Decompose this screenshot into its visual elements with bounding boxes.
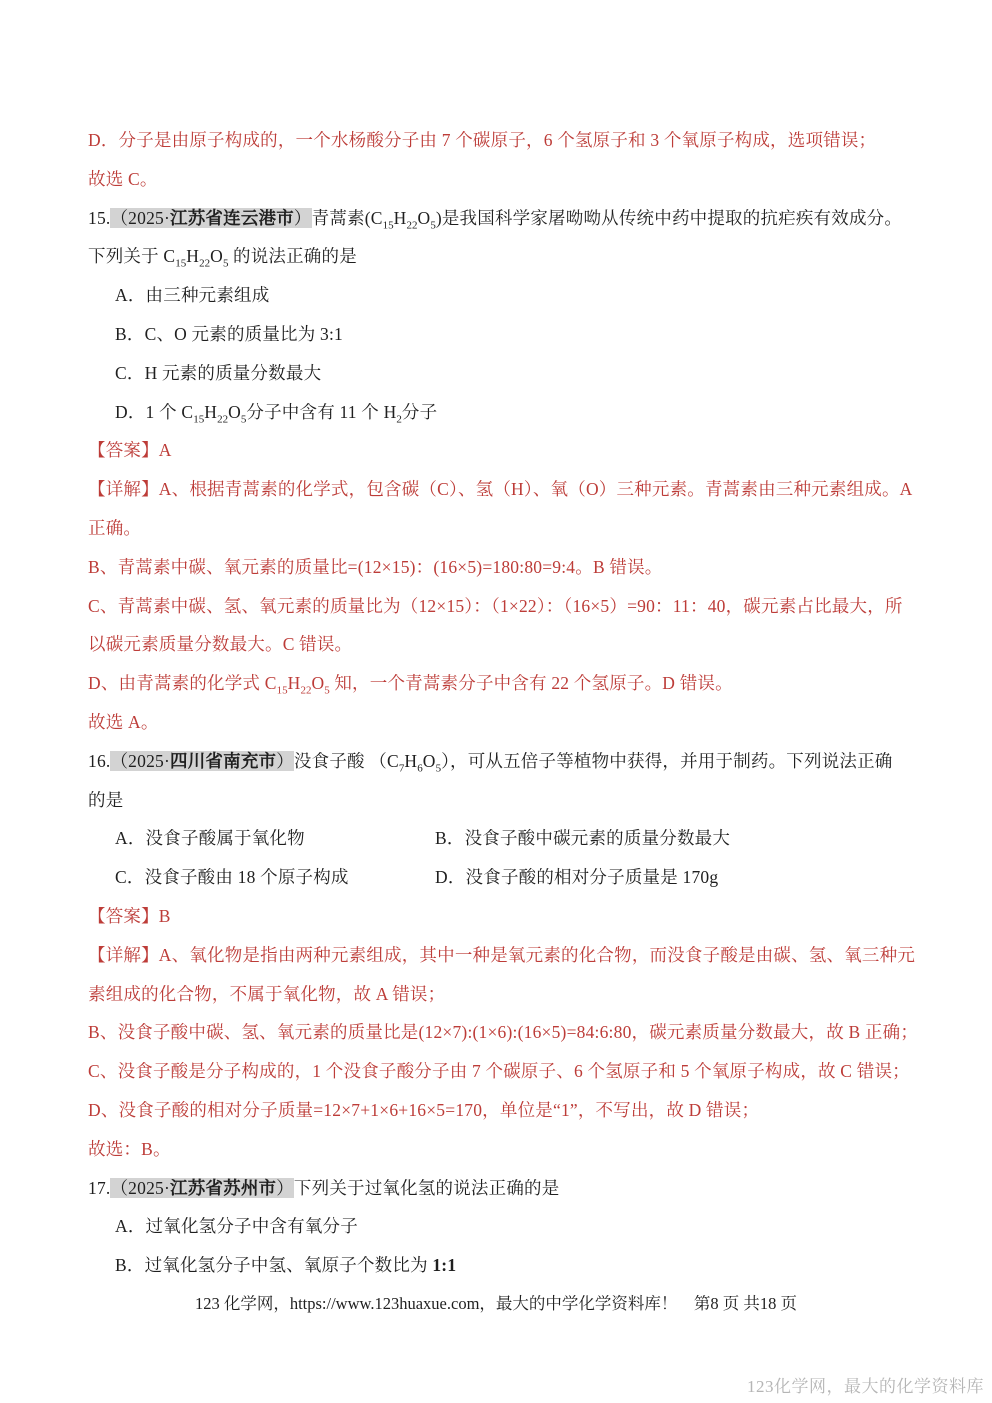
q16-options-cd [88,858,910,897]
page-footer: 123 化学网，https://www.123huaxue.com，最大的中学化学资料库！ 第8 页 共18 页 [194,1294,798,1313]
q15-answer [88,431,910,470]
text-run: 正确。 [88,517,142,538]
text-run: A．由三种元素组成 [115,285,270,306]
text-run: D、由青蒿素的化学式 C [88,673,277,694]
text-run: 素组成的化合物，不属于氧化物，故 A 错误； [88,983,446,1004]
q15-stem-line2 [88,237,910,276]
text-run: 没食子酸 （C [293,750,399,771]
q16-explanation-b [88,1013,919,1052]
option-left [115,858,435,897]
text-run: C．H 元素的质量分数最大 [115,362,322,383]
text-run: 下列关于 C [88,246,176,267]
q14-conclusion [88,160,910,199]
subscript: 15 [175,257,187,270]
text-run: H [186,246,200,267]
subscript: 22 [217,413,229,426]
text-run: H [287,673,301,694]
source-highlight-bold: 江苏省苏州市 [170,1177,277,1198]
text-run: H [404,750,418,771]
text-run: 故选 A。 [88,711,159,732]
q15-explanation-c2 [88,625,910,664]
text-run: 青蒿素(C [311,207,383,228]
source-highlight: （2025· [110,1177,171,1198]
q16-explanation-d [88,1091,910,1130]
subscript: 2 [396,413,402,426]
q15-stem-line1 [88,199,910,238]
text-run: H [393,207,407,228]
text-run: 15. [88,207,111,228]
source-highlight: （2025· [110,750,171,771]
text-run: H [204,401,218,422]
text-run: C、没食子酸是分子构成的，1 个没食子酸分子由 7 个碳原子、6 个氢原子和 5 个氧原子构成，故 C 错误； [88,1061,910,1082]
source-highlight-bold: 江苏省连云港市 [170,207,294,228]
subscript: 15 [276,684,288,697]
text-run: O [417,207,431,228]
text-run: 故选 C。 [88,168,158,189]
text-run: A．过氧化氢分子中含有氧分子 [115,1216,358,1237]
text-run: 的说法正确的是 [228,246,357,267]
text-run: 分子 [401,401,438,422]
bold-text: 1:1 [432,1255,457,1276]
text-run: 以碳元素质量分数最大。C 错误。 [88,634,353,655]
text-run: 【答案】B [88,905,171,926]
source-highlight: ） [276,750,294,771]
q16-options-ab [88,819,910,858]
document-body [88,121,919,1285]
text-run: O [311,673,325,694]
option-right [435,828,730,848]
q17-stem [88,1169,910,1208]
text-run: O [422,750,436,771]
subscript: 7 [398,762,405,775]
q15-explanation-c1 [88,587,910,626]
subscript: 15 [382,219,394,232]
text-run: 知，一个青蒿素分子中含有 22 个氢原子。D 错误。 [329,673,733,694]
option-left [115,819,435,858]
q17-option-b [88,1246,910,1285]
subscript: 22 [406,219,418,232]
text-run: B．没食子酸中碳元素的质量分数最大 [435,828,731,849]
text-run: C．没食子酸由 18 个原子构成 [115,867,349,888]
q15-option-a [88,276,910,315]
q16-conclusion [88,1130,910,1169]
text-run: B、没食子酸中碳、氢、氧元素的质量比是(12×7):(1×6):(16×5)=84:6:80，碳元素质量分数最大，故 B 正确； [88,1022,919,1043]
q15-option-d [88,393,910,432]
q15-explanation-d [88,664,910,703]
text-run: B．过氧化氢分子中氢、氧原子个数比为 [115,1255,433,1276]
subscript: 15 [193,413,205,426]
q14-explanation-d [88,121,910,160]
subscript: 5 [435,762,442,775]
text-run: 的是 [88,789,124,810]
text-run: )是我国科学家屠呦呦从传统中药中提取的抗疟疾有效成分。 [435,207,903,228]
text-run: O [228,401,241,422]
q16-stem-line1 [88,742,910,781]
subscript: 6 [417,762,423,775]
q15-explanation-a2 [88,509,910,548]
q15-explanation-b [88,548,910,587]
subscript: 5 [240,413,247,426]
option-right [435,867,718,887]
subscript: 5 [222,257,229,270]
text-run: 【答案】A [88,440,172,461]
q16-explanation-a1 [88,936,916,975]
text-run: D．分子是由原子构成的，一个水杨酸分子由 7 个碳原子，6 个氢原子和 3 个氧原子构成，选项错误； [88,130,877,150]
text-run: D、没食子酸的相对分子质量=12×7+1×6+16×5=170，单位是“1”，不写出，故 D 错误； [88,1099,760,1120]
watermark: 123化学网，最大的化学资料库 [747,1377,984,1396]
q17-option-a [88,1207,910,1246]
text-run: A．没食子酸属于氧化物 [115,828,305,849]
text-run: D．没食子酸的相对分子质量是 170g [435,867,719,888]
text-run: B．C、O 元素的质量比为 3:1 [115,323,343,344]
text-run: 17. [88,1177,111,1198]
q16-explanation-a2 [88,975,910,1014]
text-run: 分子中含有 11 个 H [246,401,397,422]
text-run: 故选：B。 [88,1138,171,1159]
subscript: 5 [430,219,436,232]
text-run: O [210,246,223,267]
text-run: 下列关于过氧化氢的说法正确的是 [293,1177,560,1198]
source-highlight: ） [276,1177,294,1198]
text-run: D．1 个 C [115,401,194,422]
subscript: 5 [324,684,330,697]
text-run: B、青蒿素中碳、氧元素的质量比=(12×15)：(16×5)=180:80=9:4。B 错误。 [88,556,663,577]
subscript: 22 [199,257,211,270]
source-highlight-bold: 四川省南充市 [170,750,277,771]
source-highlight: （2025· [110,207,171,228]
text-run: 【详解】A、氧化物是指由两种元素组成，其中一种是氧元素的化合物，而没食子酸是由碳、氢、氧三种元 [88,944,916,965]
q16-answer [88,897,910,936]
source-highlight: ） [293,207,312,228]
subscript: 22 [300,684,312,697]
q16-stem-line2 [88,781,910,820]
q15-conclusion [88,703,910,742]
q15-option-c [88,354,910,393]
q15-explanation-a1 [88,470,913,509]
text-run: 16. [88,750,111,771]
q16-explanation-c [88,1052,910,1091]
text-run: 【详解】A、根据青蒿素的化学式，包含碳（C）、氢（H）、氧（O）三种元素。青蒿素由三种元素组成。A [88,479,913,500]
text-run: ），可从五倍子等植物中获得，并用于制药。下列说法正确 [441,750,893,771]
q15-option-b [88,315,910,354]
text-run: C、青蒿素中碳、氢、氧元素的质量比为（12×15）：（1×22）：（16×5）=90：11：40，碳元素占比最大，所 [88,595,903,616]
